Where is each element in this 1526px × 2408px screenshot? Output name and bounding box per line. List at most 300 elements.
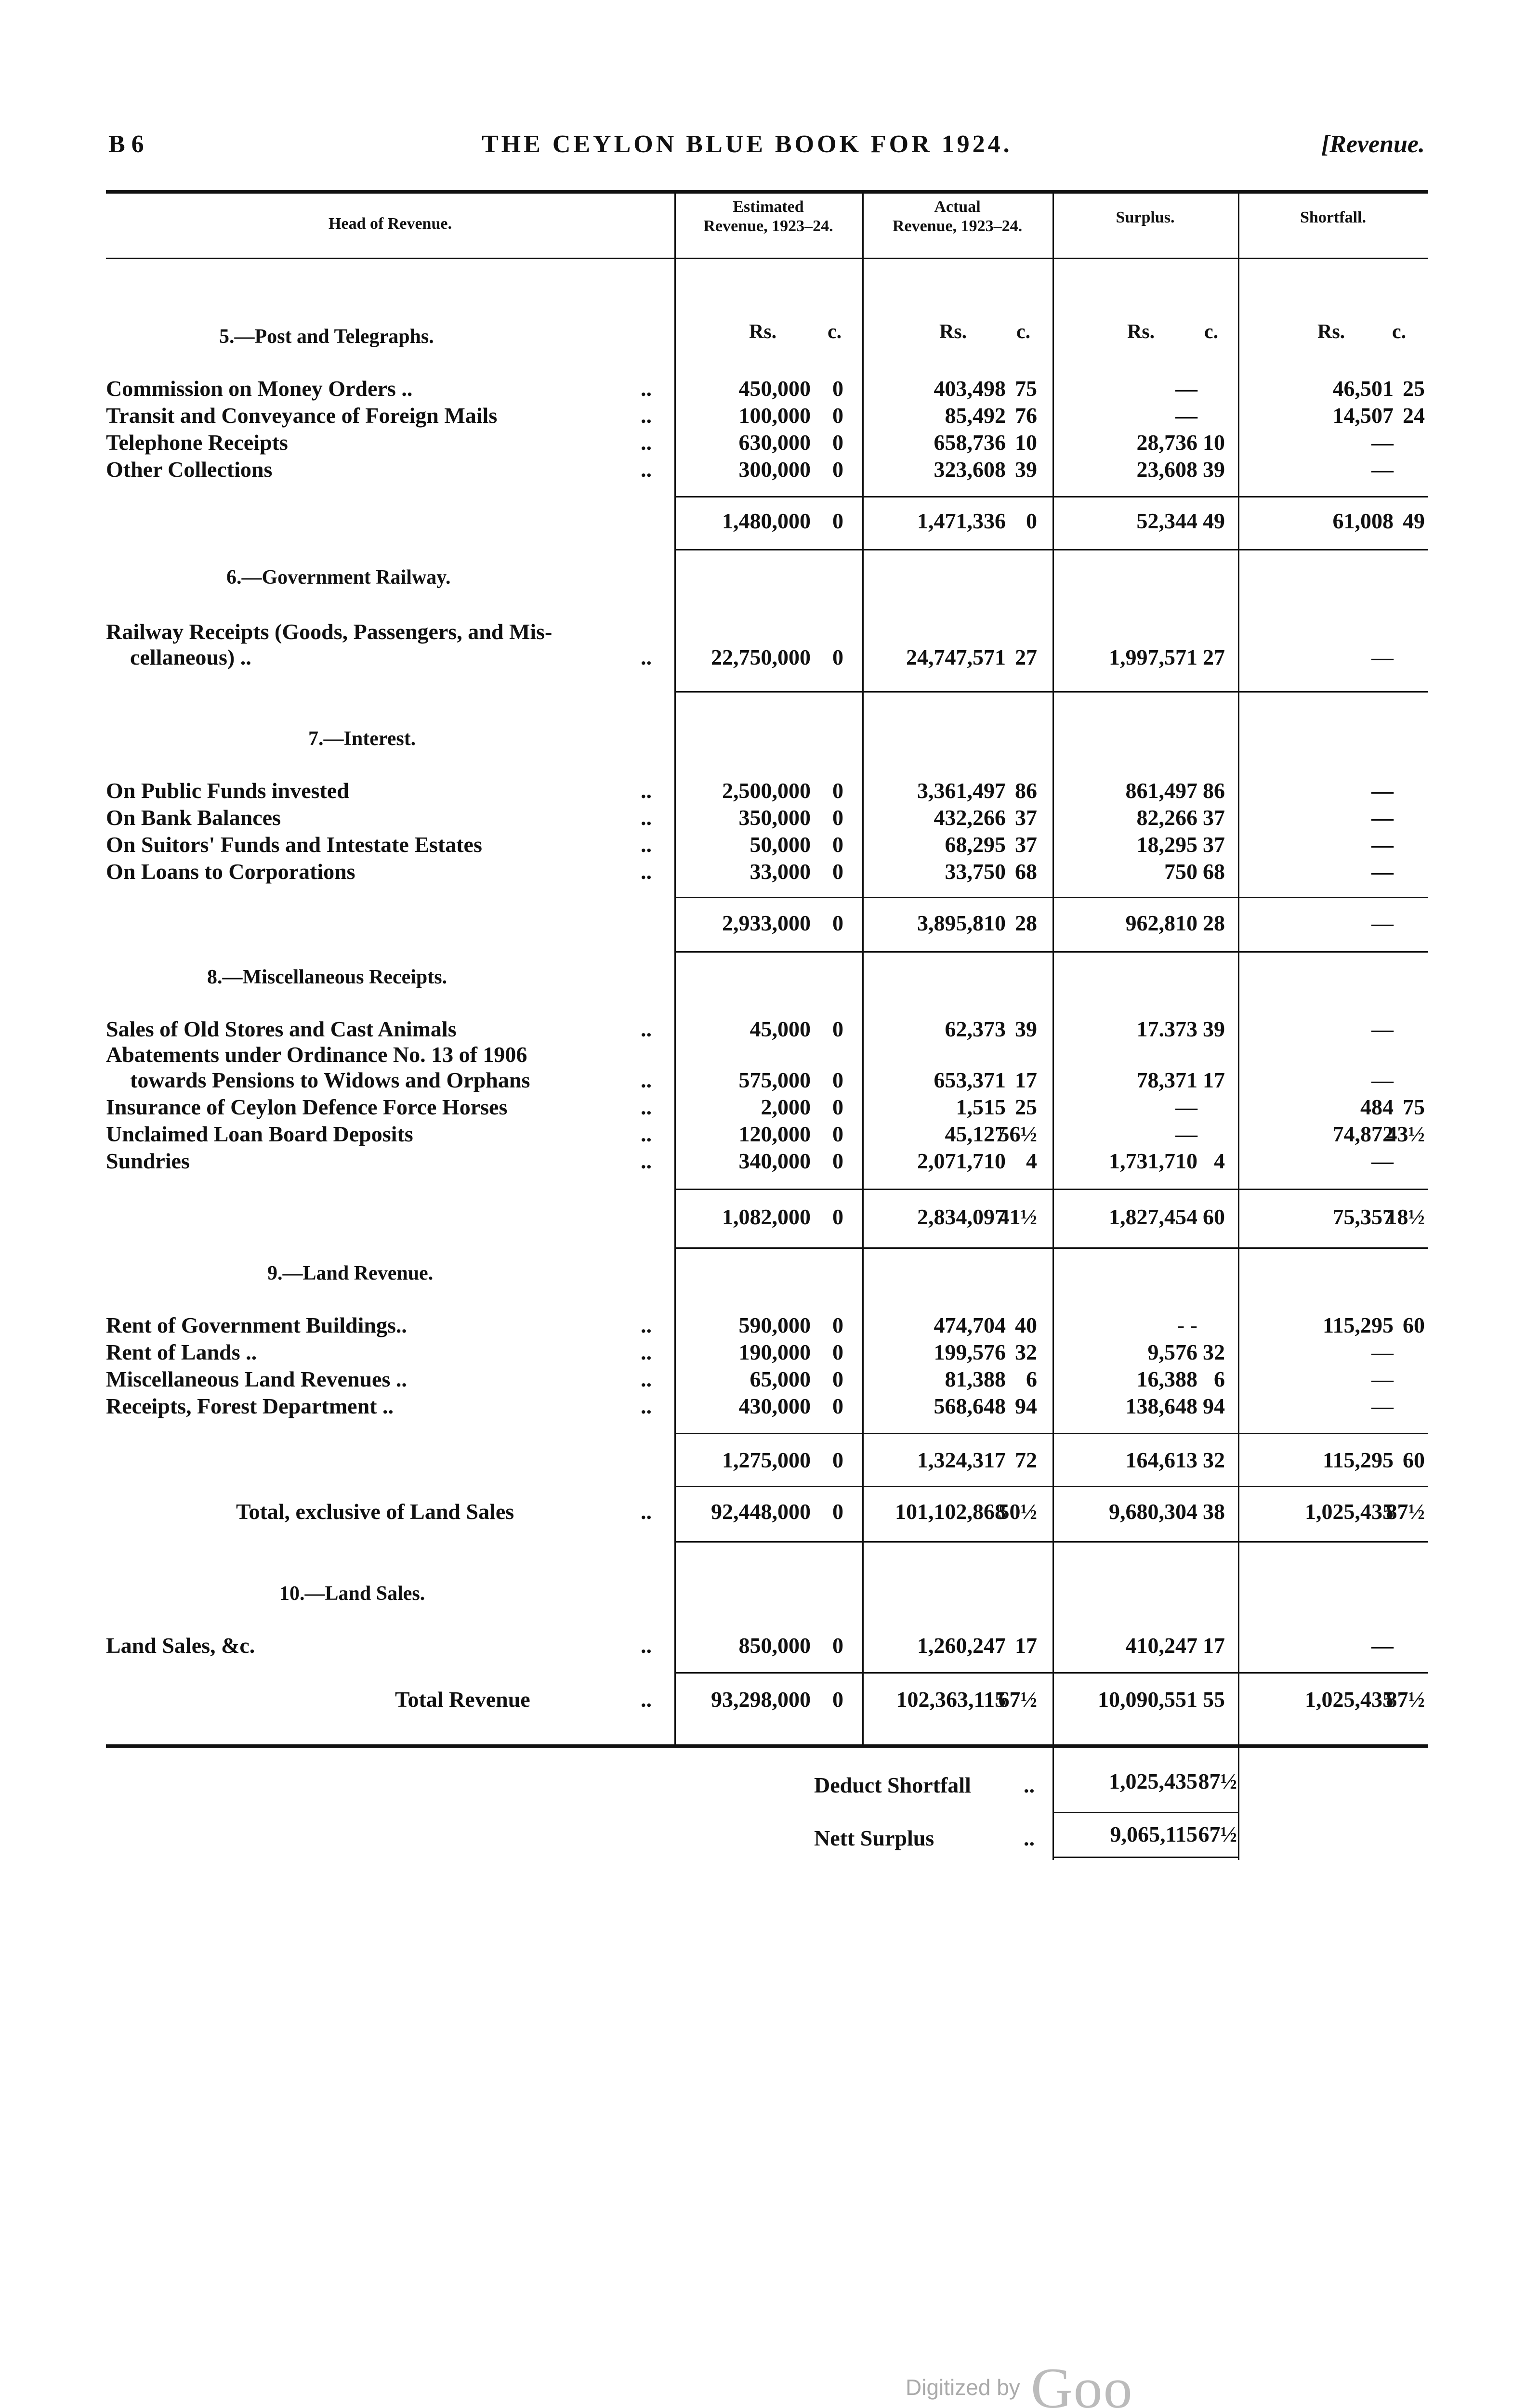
unit-c-actual: c. — [1016, 321, 1031, 343]
shortfall-c: 87½ — [1386, 1499, 1425, 1524]
page-number: B 6 — [108, 131, 144, 158]
column-actual — [862, 197, 1052, 236]
shortfall-rs: — — [1371, 1149, 1394, 1173]
estimated-c: 0 — [832, 457, 843, 482]
watermark-logo: Goo — [1031, 2356, 1133, 2408]
subtotal-row — [0, 910, 1526, 937]
actual-rs: 3,895,810 — [917, 911, 1006, 935]
surplus-c: 86 — [1203, 778, 1225, 803]
unit-rs-estimated: Rs. — [749, 321, 777, 343]
shortfall-c: 43½ — [1386, 1122, 1425, 1146]
estimated-rs: 33,000 — [750, 859, 811, 884]
column-actual-line2: Revenue, 1923–24. — [892, 217, 1023, 235]
shortfall-rs: — — [1371, 805, 1394, 830]
shortfall-rs: 484 — [1360, 1095, 1394, 1119]
surplus-rs: 750 — [1164, 859, 1197, 884]
shortfall-c: 87½ — [1386, 1687, 1425, 1712]
subtotal-rule — [674, 1433, 1428, 1434]
table-bottom-rule — [106, 1744, 1428, 1748]
actual-rs: 33,750 — [945, 859, 1006, 884]
nett-surplus-label: Nett Surplus — [814, 1826, 934, 1850]
table-row — [0, 1094, 1526, 1121]
surplus-rs: 861,497 — [1125, 778, 1197, 803]
subtotal-rule — [674, 1486, 1428, 1487]
actual-rs: 568,648 — [934, 1394, 1006, 1418]
unit-rs-surplus: Rs. — [1127, 321, 1155, 343]
table-row — [0, 1366, 1526, 1393]
leader-dots: .. — [641, 1095, 652, 1119]
estimated-c: 0 — [832, 1068, 843, 1092]
estimated-c: 0 — [832, 645, 843, 669]
table-row — [0, 1042, 1526, 1069]
leader-dots: .. — [641, 778, 652, 803]
leader-dots: .. — [641, 1499, 652, 1524]
section-land-sales: 10.—Land Sales. — [279, 1583, 425, 1605]
actual-rs: 199,576 — [934, 1340, 1006, 1364]
estimated-c: 0 — [832, 1367, 843, 1391]
section-land-revenue: 9.—Land Revenue. — [267, 1262, 434, 1284]
leader-dots: .. — [641, 1313, 652, 1337]
estimated-rs: 93,298,000 — [711, 1687, 811, 1712]
shortfall-rs: 115,295 — [1323, 1313, 1394, 1337]
unit-c-surplus: c. — [1204, 321, 1219, 343]
estimated-rs: 1,275,000 — [722, 1448, 811, 1472]
table-top-rule — [106, 190, 1428, 194]
actual-c: 41½ — [998, 1204, 1037, 1229]
surplus-c: 28 — [1203, 911, 1225, 935]
surplus-rs: 410,247 — [1125, 1633, 1197, 1658]
actual-rs: 1,324,317 — [917, 1448, 1006, 1472]
deduct-shortfall-c: 87½ — [1198, 1769, 1237, 1793]
surplus-c: 60 — [1203, 1204, 1225, 1229]
leader-dots: .. — [641, 1068, 652, 1092]
total-rule — [674, 1672, 1428, 1674]
estimated-c: 0 — [832, 911, 843, 935]
surplus-c: 10 — [1203, 430, 1225, 455]
row-label: Unclaimed Loan Board Deposits — [106, 1122, 413, 1146]
surplus-c: 94 — [1203, 1394, 1225, 1418]
column-estimated-line1: Estimated — [733, 198, 804, 216]
shortfall-c: 49 — [1403, 509, 1425, 533]
footer-rule — [1052, 1857, 1238, 1858]
actual-c: 28 — [1015, 911, 1037, 935]
actual-c: 4 — [1026, 1149, 1037, 1173]
estimated-rs: 65,000 — [750, 1367, 811, 1391]
surplus-rs: 1,731,710 — [1109, 1149, 1197, 1173]
leader-dots: .. — [641, 457, 652, 482]
shortfall-rs: — — [1371, 911, 1394, 935]
actual-rs: 2,071,710 — [917, 1149, 1006, 1173]
shortfall-rs: — — [1371, 1367, 1394, 1391]
shortfall-rs: — — [1371, 1633, 1394, 1658]
row-label: Receipts, Forest Department .. — [106, 1394, 394, 1418]
estimated-c: 0 — [832, 1204, 843, 1229]
row-label: On Public Funds invested — [106, 778, 349, 803]
actual-rs: 323,608 — [934, 457, 1006, 482]
subtotal-row — [0, 1447, 1526, 1474]
surplus-rs: 9,576 — [1147, 1340, 1197, 1364]
estimated-c: 0 — [832, 1095, 843, 1119]
row-label: Insurance of Ceylon Defence Force Horses — [106, 1095, 508, 1119]
actual-rs: 101,102,868 — [895, 1499, 1006, 1524]
table-row — [0, 832, 1526, 859]
subtotal-row — [0, 1204, 1526, 1231]
shortfall-rs: — — [1371, 778, 1394, 803]
table-row — [0, 403, 1526, 430]
estimated-rs: 340,000 — [738, 1149, 811, 1173]
shortfall-c: 75 — [1403, 1095, 1425, 1119]
deduct-shortfall-label: Deduct Shortfall — [814, 1773, 971, 1797]
actual-rs: 1,515 — [956, 1095, 1006, 1119]
estimated-rs: 50,000 — [750, 832, 811, 857]
column-estimated — [674, 197, 862, 236]
surplus-rs: 10,090,551 — [1098, 1687, 1197, 1712]
footer-rule — [1052, 1812, 1238, 1813]
shortfall-rs: — — [1371, 1340, 1394, 1364]
surplus-rs: 1,827,454 — [1109, 1204, 1197, 1229]
table-row — [0, 1148, 1526, 1175]
estimated-rs: 350,000 — [738, 805, 811, 830]
row-label: On Loans to Corporations — [106, 859, 355, 884]
table-row — [0, 1067, 1526, 1094]
actual-c: 17 — [1015, 1068, 1037, 1092]
surplus-c: 32 — [1203, 1448, 1225, 1472]
shortfall-rs: 115,295 — [1323, 1448, 1394, 1472]
column-head-revenue: Head of Revenue. — [329, 215, 452, 233]
estimated-c: 0 — [832, 509, 843, 533]
estimated-rs: 120,000 — [738, 1122, 811, 1146]
leader-dots: .. — [641, 859, 652, 884]
leader-dots: .. — [1024, 1773, 1035, 1797]
subtotal-rule — [674, 1247, 1428, 1249]
actual-rs: 45,127 — [945, 1122, 1006, 1146]
surplus-rs: 138,648 — [1125, 1394, 1197, 1418]
estimated-c: 0 — [832, 1340, 843, 1364]
actual-c: 37 — [1015, 832, 1037, 857]
table-row — [0, 430, 1526, 457]
estimated-c: 0 — [832, 1633, 843, 1658]
estimated-c: 0 — [832, 1149, 843, 1173]
surplus-c: 17 — [1203, 1068, 1225, 1092]
actual-rs: 24,747,571 — [906, 645, 1006, 669]
nett-surplus-c: 67½ — [1198, 1822, 1237, 1846]
leader-dots: .. — [641, 805, 652, 830]
actual-c: 10 — [1015, 430, 1037, 455]
actual-rs: 474,704 — [934, 1313, 1006, 1337]
deduct-shortfall-value: 1,025,435 — [1109, 1769, 1197, 1793]
unit-rs-shortfall: Rs. — [1317, 321, 1345, 343]
estimated-c: 0 — [832, 832, 843, 857]
actual-rs: 2,834,097 — [917, 1204, 1006, 1229]
table-row — [0, 1633, 1526, 1660]
estimated-c: 0 — [832, 778, 843, 803]
surplus-rs: 18,295 — [1136, 832, 1197, 857]
surplus-c: 55 — [1203, 1687, 1225, 1712]
actual-c: 68 — [1015, 859, 1037, 884]
subtotal-rule — [674, 897, 1428, 898]
estimated-c: 0 — [832, 1017, 843, 1041]
shortfall-c: 25 — [1403, 376, 1425, 401]
surplus-rs: 164,613 — [1125, 1448, 1197, 1472]
actual-c: 75 — [1015, 376, 1037, 401]
estimated-rs: 630,000 — [738, 430, 811, 455]
header-bottom-rule — [106, 258, 1428, 259]
table-row — [0, 805, 1526, 832]
table-row — [0, 1393, 1526, 1420]
section-post-telegraphs: 5.—Post and Telegraphs. — [219, 326, 434, 348]
actual-c: 27 — [1015, 645, 1037, 669]
surplus-c: 37 — [1203, 832, 1225, 857]
shortfall-rs: 75,357 — [1332, 1204, 1394, 1229]
estimated-rs: 575,000 — [738, 1068, 811, 1092]
surplus-rs: — — [1175, 1095, 1197, 1119]
actual-c: 94 — [1015, 1394, 1037, 1418]
surplus-c: 6 — [1214, 1367, 1225, 1391]
actual-c: 50½ — [998, 1499, 1037, 1524]
surplus-rs: 52,344 — [1136, 509, 1197, 533]
row-label: Rent of Lands .. — [106, 1340, 257, 1364]
page-title: THE CEYLON BLUE BOOK FOR 1924. — [482, 131, 1013, 158]
leader-dots: .. — [641, 645, 652, 669]
estimated-c: 0 — [832, 1448, 843, 1472]
actual-rs: 85,492 — [945, 403, 1006, 428]
leader-dots: .. — [641, 403, 652, 428]
table-row — [0, 859, 1526, 886]
shortfall-c: 18½ — [1386, 1204, 1425, 1229]
actual-rs: 403,498 — [934, 376, 1006, 401]
table-row — [0, 1312, 1526, 1339]
leader-dots: .. — [641, 1017, 652, 1041]
leader-dots: .. — [641, 1149, 652, 1173]
unit-c-shortfall: c. — [1392, 321, 1407, 343]
surplus-rs: 17.373 — [1136, 1017, 1197, 1041]
shortfall-rs: 46,501 — [1332, 376, 1394, 401]
surplus-rs: — — [1175, 376, 1197, 401]
estimated-c: 0 — [832, 430, 843, 455]
surplus-c: 39 — [1203, 1017, 1225, 1041]
shortfall-rs: 1,025,435 — [1305, 1499, 1394, 1524]
actual-c: 40 — [1015, 1313, 1037, 1337]
row-label: Land Sales, &c. — [106, 1633, 255, 1658]
row-label: Other Collections — [106, 457, 273, 482]
row-label: Sales of Old Stores and Cast Animals — [106, 1017, 457, 1041]
estimated-rs: 430,000 — [738, 1394, 811, 1418]
shortfall-rs: — — [1371, 430, 1394, 455]
actual-c: 32 — [1015, 1340, 1037, 1364]
subtotal-row — [0, 508, 1526, 535]
section-rule — [674, 691, 1428, 693]
actual-rs: 102,363,115 — [896, 1687, 1006, 1712]
leader-dots: .. — [1024, 1826, 1035, 1850]
actual-c: 86 — [1015, 778, 1037, 803]
actual-rs: 653,371 — [934, 1068, 1006, 1092]
row-label: Total Revenue — [395, 1687, 530, 1712]
leader-dots: .. — [641, 1367, 652, 1391]
actual-rs: 432,266 — [934, 805, 1006, 830]
surplus-rs: 16,388 — [1136, 1367, 1197, 1391]
row-label: Miscellaneous Land Revenues .. — [106, 1367, 407, 1391]
section-government-railway: 6.—Government Railway. — [226, 566, 451, 589]
estimated-c: 0 — [832, 805, 843, 830]
actual-c: 56½ — [998, 1122, 1037, 1146]
surplus-rs: 9,680,304 — [1109, 1499, 1197, 1524]
actual-c: 67½ — [998, 1687, 1037, 1712]
actual-c: 6 — [1026, 1367, 1037, 1391]
estimated-rs: 590,000 — [738, 1313, 811, 1337]
actual-rs: 1,260,247 — [917, 1633, 1006, 1658]
estimated-rs: 2,000 — [761, 1095, 811, 1119]
row-label: Railway Receipts (Goods, Passengers, and Mis- — [106, 619, 553, 644]
leader-dots: .. — [641, 376, 652, 401]
actual-rs: 3,361,497 — [917, 778, 1006, 803]
unit-rs-actual: Rs. — [939, 321, 967, 343]
estimated-c: 0 — [832, 403, 843, 428]
estimated-c: 0 — [832, 376, 843, 401]
column-surplus: Surplus. — [1116, 209, 1175, 226]
subtotal-rule — [674, 951, 1428, 953]
total-revenue-row — [0, 1687, 1526, 1714]
total-rule — [674, 1541, 1428, 1543]
shortfall-rs: — — [1371, 457, 1394, 482]
surplus-c: 49 — [1203, 509, 1225, 533]
row-label: Transit and Conveyance of Foreign Mails — [106, 403, 498, 428]
row-label: On Suitors' Funds and Intestate Estates — [106, 832, 482, 857]
surplus-c: 37 — [1203, 805, 1225, 830]
section-miscellaneous-receipts: 8.—Miscellaneous Receipts. — [207, 966, 447, 988]
surplus-c: 17 — [1203, 1633, 1225, 1658]
actual-c: 39 — [1015, 1017, 1037, 1041]
table-row — [0, 457, 1526, 484]
row-label: Sundries — [106, 1149, 190, 1173]
estimated-rs: 300,000 — [738, 457, 811, 482]
leader-dots: .. — [641, 430, 652, 455]
row-label: Telephone Receipts — [106, 430, 288, 455]
row-label: towards Pensions to Widows and Orphans — [130, 1068, 530, 1092]
actual-c: 76 — [1015, 403, 1037, 428]
surplus-rs: 23,608 — [1136, 457, 1197, 482]
nett-surplus-value: 9,065,115 — [1110, 1822, 1197, 1846]
actual-rs: 62,373 — [945, 1017, 1006, 1041]
estimated-rs: 1,480,000 — [722, 509, 811, 533]
unit-c-estimated: c. — [828, 321, 842, 343]
leader-dots: .. — [641, 1340, 652, 1364]
shortfall-rs: 1,025,435 — [1305, 1687, 1394, 1712]
surplus-rs: — — [1175, 403, 1197, 428]
shortfall-c: 60 — [1403, 1448, 1425, 1472]
estimated-rs: 22,750,000 — [711, 645, 811, 669]
column-estimated-line2: Revenue, 1923–24. — [703, 217, 833, 235]
subtotal-rule — [674, 1189, 1428, 1190]
estimated-c: 0 — [832, 859, 843, 884]
surplus-rs: 28,736 — [1136, 430, 1197, 455]
surplus-c: 68 — [1203, 859, 1225, 884]
row-label: Total, exclusive of Land Sales — [236, 1499, 514, 1524]
shortfall-rs: — — [1371, 1394, 1394, 1418]
shortfall-c: 24 — [1403, 403, 1425, 428]
estimated-rs: 2,933,000 — [722, 911, 811, 935]
row-label: Commission on Money Orders .. — [106, 376, 413, 401]
actual-c: 17 — [1015, 1633, 1037, 1658]
table-row — [0, 376, 1526, 403]
table-row — [0, 644, 1526, 671]
estimated-c: 0 — [832, 1687, 843, 1712]
estimated-rs: 850,000 — [738, 1633, 811, 1658]
estimated-c: 0 — [832, 1394, 843, 1418]
section-interest: 7.—Interest. — [308, 728, 416, 750]
estimated-rs: 92,448,000 — [711, 1499, 811, 1524]
table-row — [0, 1121, 1526, 1148]
shortfall-c: 60 — [1403, 1313, 1425, 1337]
surplus-c: 32 — [1203, 1340, 1225, 1364]
actual-c: 39 — [1015, 457, 1037, 482]
estimated-c: 0 — [832, 1499, 843, 1524]
estimated-rs: 1,082,000 — [722, 1204, 811, 1229]
actual-c: 0 — [1026, 509, 1037, 533]
surplus-c: 4 — [1214, 1149, 1225, 1173]
surplus-rs: — — [1175, 1122, 1197, 1146]
estimated-c: 0 — [832, 1313, 843, 1337]
subtotal-rule — [674, 549, 1428, 550]
shortfall-rs: — — [1371, 859, 1394, 884]
estimated-rs: 2,500,000 — [722, 778, 811, 803]
table-row — [0, 1339, 1526, 1366]
shortfall-rs: — — [1371, 1068, 1394, 1092]
leader-dots: .. — [641, 832, 652, 857]
leader-dots: .. — [641, 1633, 652, 1658]
surplus-rs: 962,810 — [1125, 911, 1197, 935]
leader-dots: .. — [641, 1122, 652, 1146]
actual-rs: 68,295 — [945, 832, 1006, 857]
surplus-c: 39 — [1203, 457, 1225, 482]
leader-dots: .. — [641, 1687, 652, 1712]
digitized-by-text: Digitized by — [906, 2375, 1020, 2400]
actual-rs: 1,471,336 — [917, 509, 1006, 533]
total-exclusive-row — [0, 1499, 1526, 1526]
shortfall-rs: — — [1371, 832, 1394, 857]
estimated-c: 0 — [832, 1122, 843, 1146]
surplus-rs: 1,997,571 — [1109, 645, 1197, 669]
leader-dots: .. — [641, 1394, 652, 1418]
subtotal-rule — [674, 496, 1428, 497]
estimated-rs: 45,000 — [750, 1017, 811, 1041]
shortfall-rs: 74,872 — [1332, 1122, 1394, 1146]
table-row — [0, 778, 1526, 805]
surplus-rs: 82,266 — [1136, 805, 1197, 830]
shortfall-rs: — — [1371, 1017, 1394, 1041]
column-actual-line1: Actual — [934, 198, 981, 216]
column-shortfall: Shortfall. — [1300, 209, 1366, 226]
surplus-c: 38 — [1203, 1499, 1225, 1524]
estimated-rs: 190,000 — [738, 1340, 811, 1364]
actual-c: 37 — [1015, 805, 1037, 830]
row-label: On Bank Balances — [106, 805, 281, 830]
actual-c: 72 — [1015, 1448, 1037, 1472]
surplus-rs: - - — [1177, 1313, 1197, 1337]
surplus-rs: 78,371 — [1136, 1068, 1197, 1092]
row-label: Abatements under Ordinance No. 13 of 1906 — [106, 1042, 527, 1067]
actual-rs: 658,736 — [934, 430, 1006, 455]
estimated-rs: 100,000 — [738, 403, 811, 428]
actual-c: 25 — [1015, 1095, 1037, 1119]
estimated-rs: 450,000 — [738, 376, 811, 401]
table-row — [0, 619, 1526, 646]
row-label: Rent of Government Buildings.. — [106, 1313, 407, 1337]
shortfall-rs: — — [1371, 645, 1394, 669]
shortfall-rs: 61,008 — [1332, 509, 1394, 533]
table-row — [0, 1016, 1526, 1043]
surplus-c: 27 — [1203, 645, 1225, 669]
row-label: cellaneous) .. — [130, 645, 251, 669]
